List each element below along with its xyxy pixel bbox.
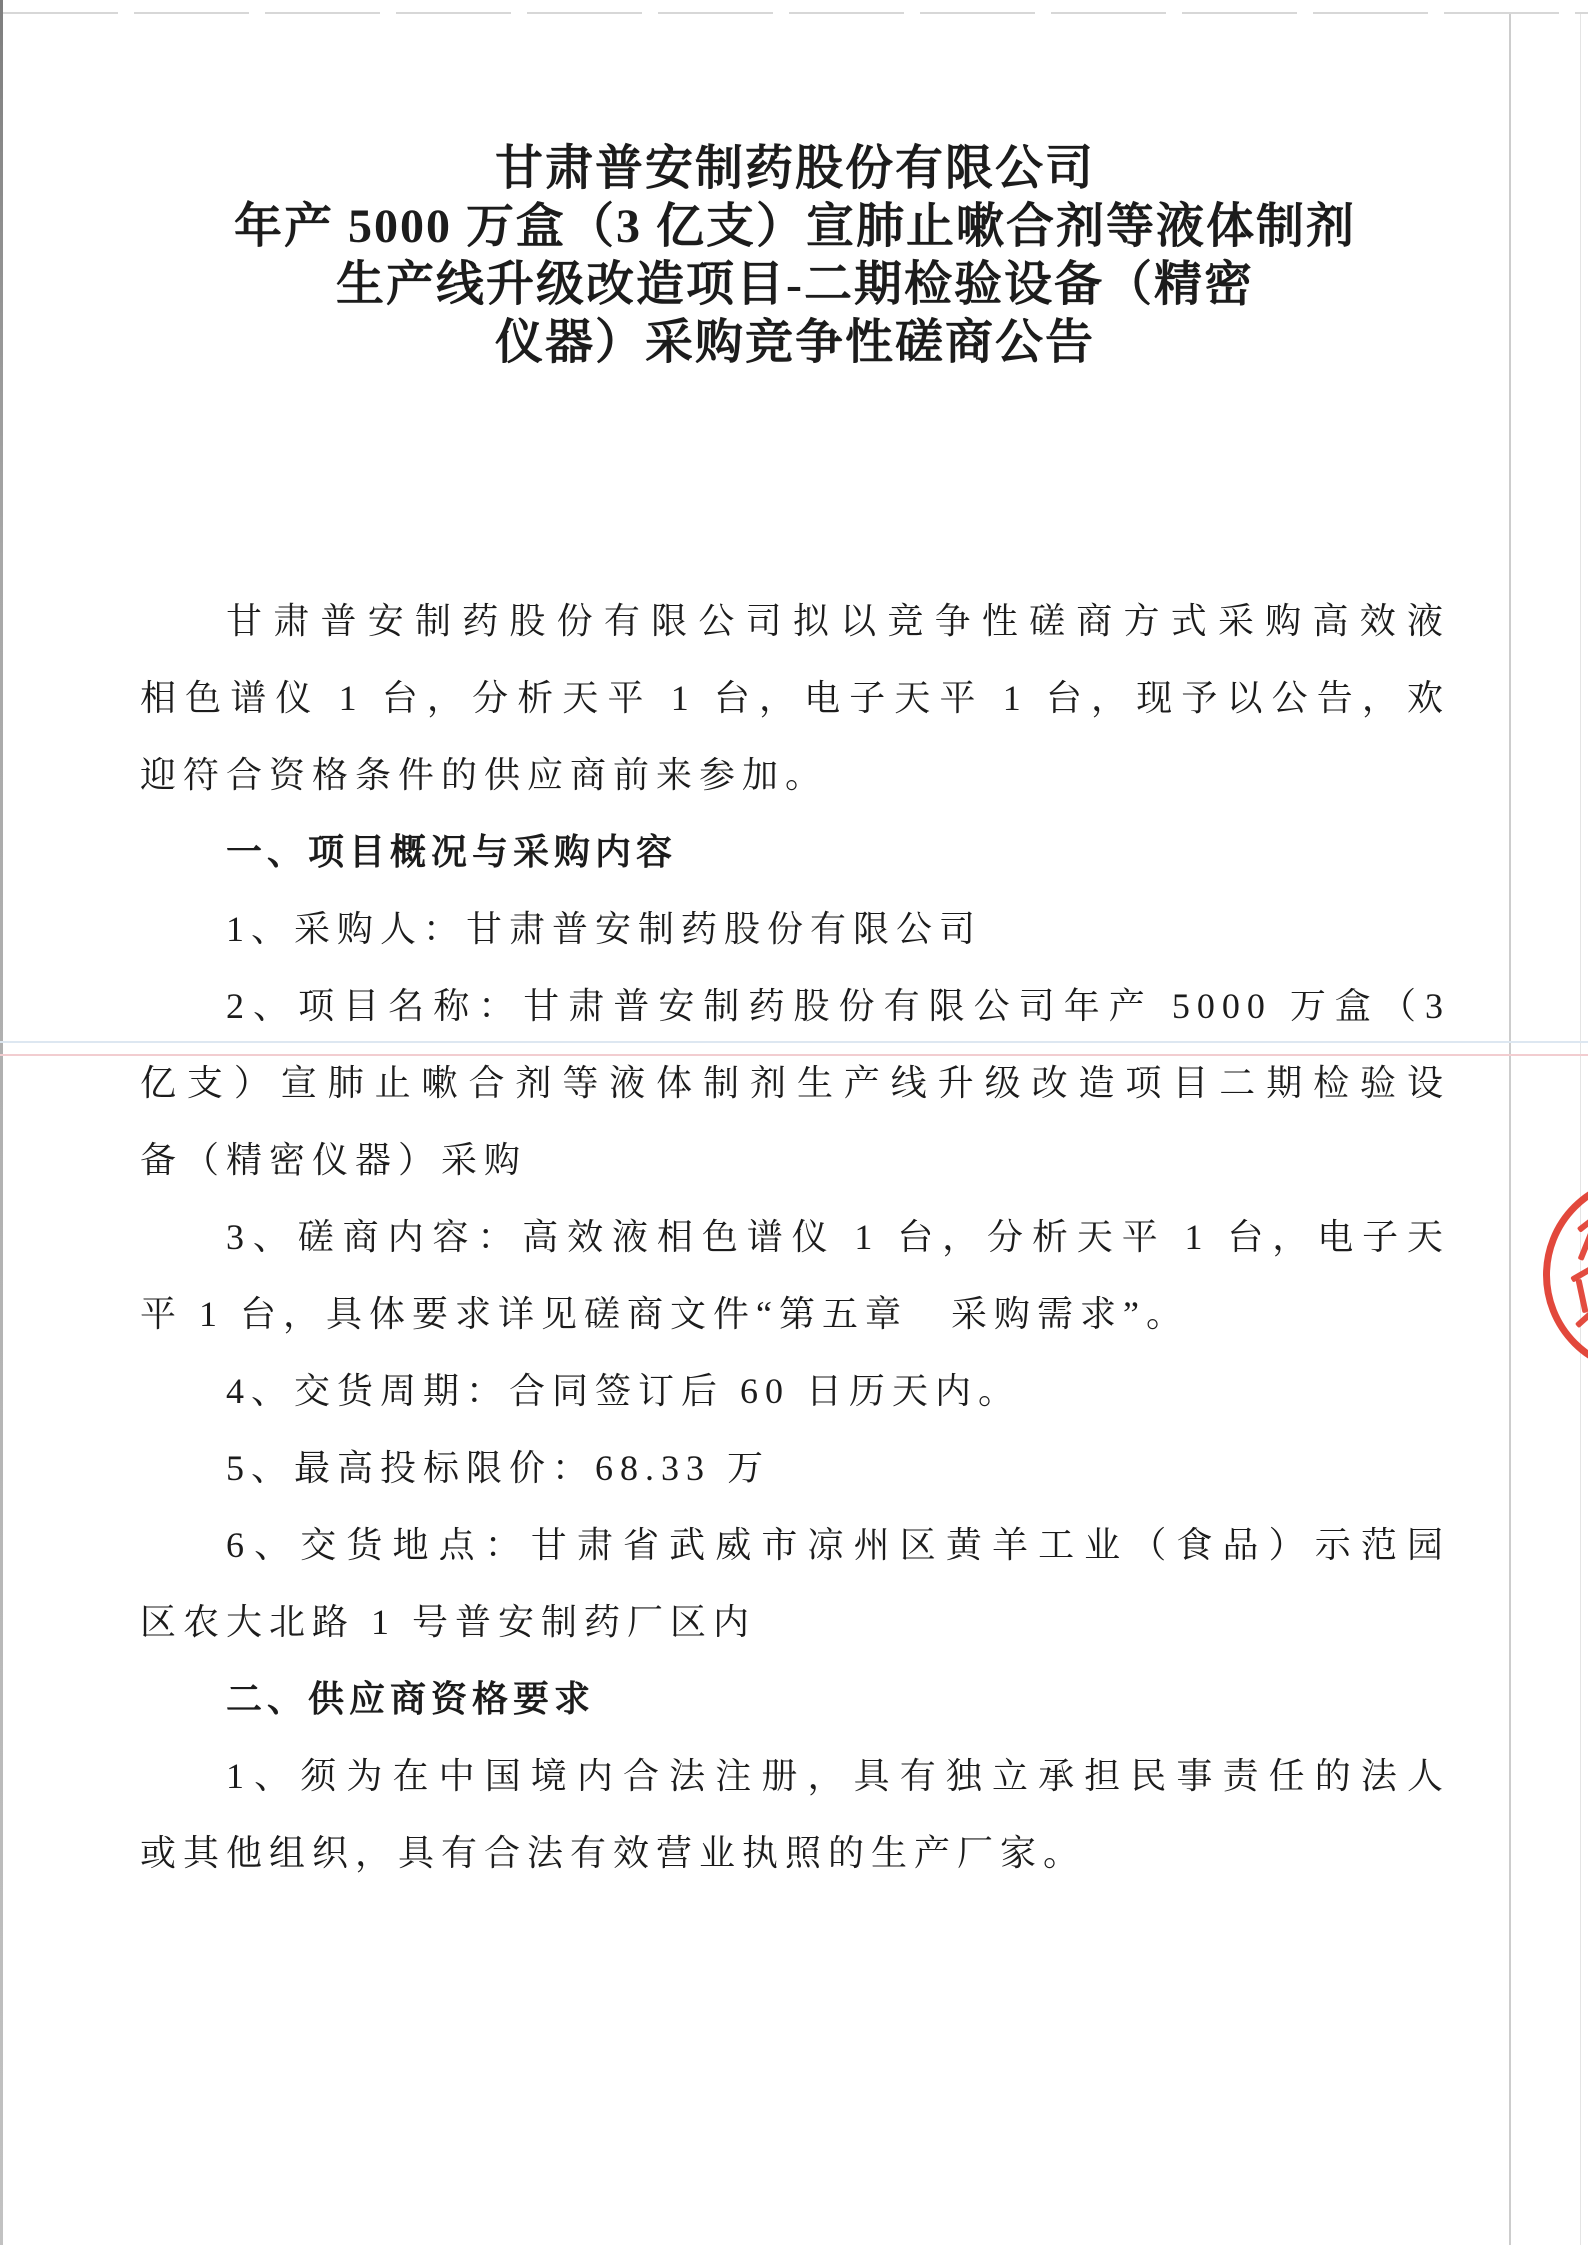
scan-edge-right bbox=[1580, 14, 1581, 2245]
stamp-character-fragment bbox=[1575, 1304, 1588, 1329]
body-line: 迎符合资格条件的供应商前来参加。 bbox=[140, 755, 829, 795]
body-line: 亿支）宣肺止嗽合剂等液体制剂生产线升级改造项目二期检验设 bbox=[140, 1063, 1450, 1103]
scan-edge-left bbox=[0, 0, 3, 2245]
body-line: 或其他组织，具有合法有效营业执照的生产厂家。 bbox=[140, 1833, 1087, 1873]
stamp-character-fragment bbox=[1577, 1207, 1588, 1233]
body-line: 二、供应商资格要求 bbox=[226, 1679, 596, 1719]
document-body bbox=[140, 583, 1450, 1892]
body-line: 5、最高投标限价：68.33 万 bbox=[226, 1448, 771, 1488]
body-line: 备（精密仪器）采购 bbox=[140, 1140, 528, 1180]
scan-edge-top bbox=[3, 12, 1588, 14]
body-line: 区农大北路 1 号普安制药厂区内 bbox=[140, 1602, 757, 1642]
title-line: 甘肃普安制药股份有限公司 bbox=[494, 142, 1095, 195]
title-line: 年产 5000 万盒（3 亿支）宣肺止嗽合剂等液体制剂 bbox=[233, 200, 1356, 253]
body-line: 相色谱仪 1 台，分析天平 1 台，电子天平 1 台，现予以公告，欢 bbox=[140, 678, 1450, 718]
stamp-ring bbox=[1543, 1175, 1588, 1375]
red-seal-stamp bbox=[1543, 1175, 1588, 1375]
body-line: 2、项目名称：甘肃普安制药股份有限公司年产 5000 万盒（3 bbox=[226, 986, 1450, 1026]
title-line: 生产线升级改造项目-二期检验设备（精密 bbox=[336, 258, 1254, 311]
stamp-character-fragment bbox=[1576, 1279, 1588, 1314]
body-line: 3、磋商内容：高效液相色谱仪 1 台，分析天平 1 台，电子天 bbox=[226, 1217, 1450, 1257]
body-line: 一、项目概况与采购内容 bbox=[226, 832, 678, 872]
body-line: 平 1 台，具体要求详见磋商文件“第五章 采购需求”。 bbox=[140, 1294, 1189, 1334]
body-line: 6、交货地点：甘肃省武威市凉州区黄羊工业（食品）示范园 bbox=[226, 1525, 1450, 1565]
scan-fold-line bbox=[1509, 14, 1511, 2245]
body-line: 1、采购人：甘肃普安制药股份有限公司 bbox=[226, 909, 983, 949]
body-line: 甘肃普安制药股份有限公司拟以竞争性磋商方式采购高效液 bbox=[226, 601, 1450, 641]
document-title bbox=[140, 140, 1450, 372]
body-line: 4、交货周期：合同签订后 60 日历天内。 bbox=[226, 1371, 1022, 1411]
body-line: 1、须为在中国境内合法注册，具有独立承担民事责任的法人 bbox=[226, 1756, 1450, 1796]
title-line: 仪器）采购竞争性磋商公告 bbox=[494, 316, 1095, 369]
